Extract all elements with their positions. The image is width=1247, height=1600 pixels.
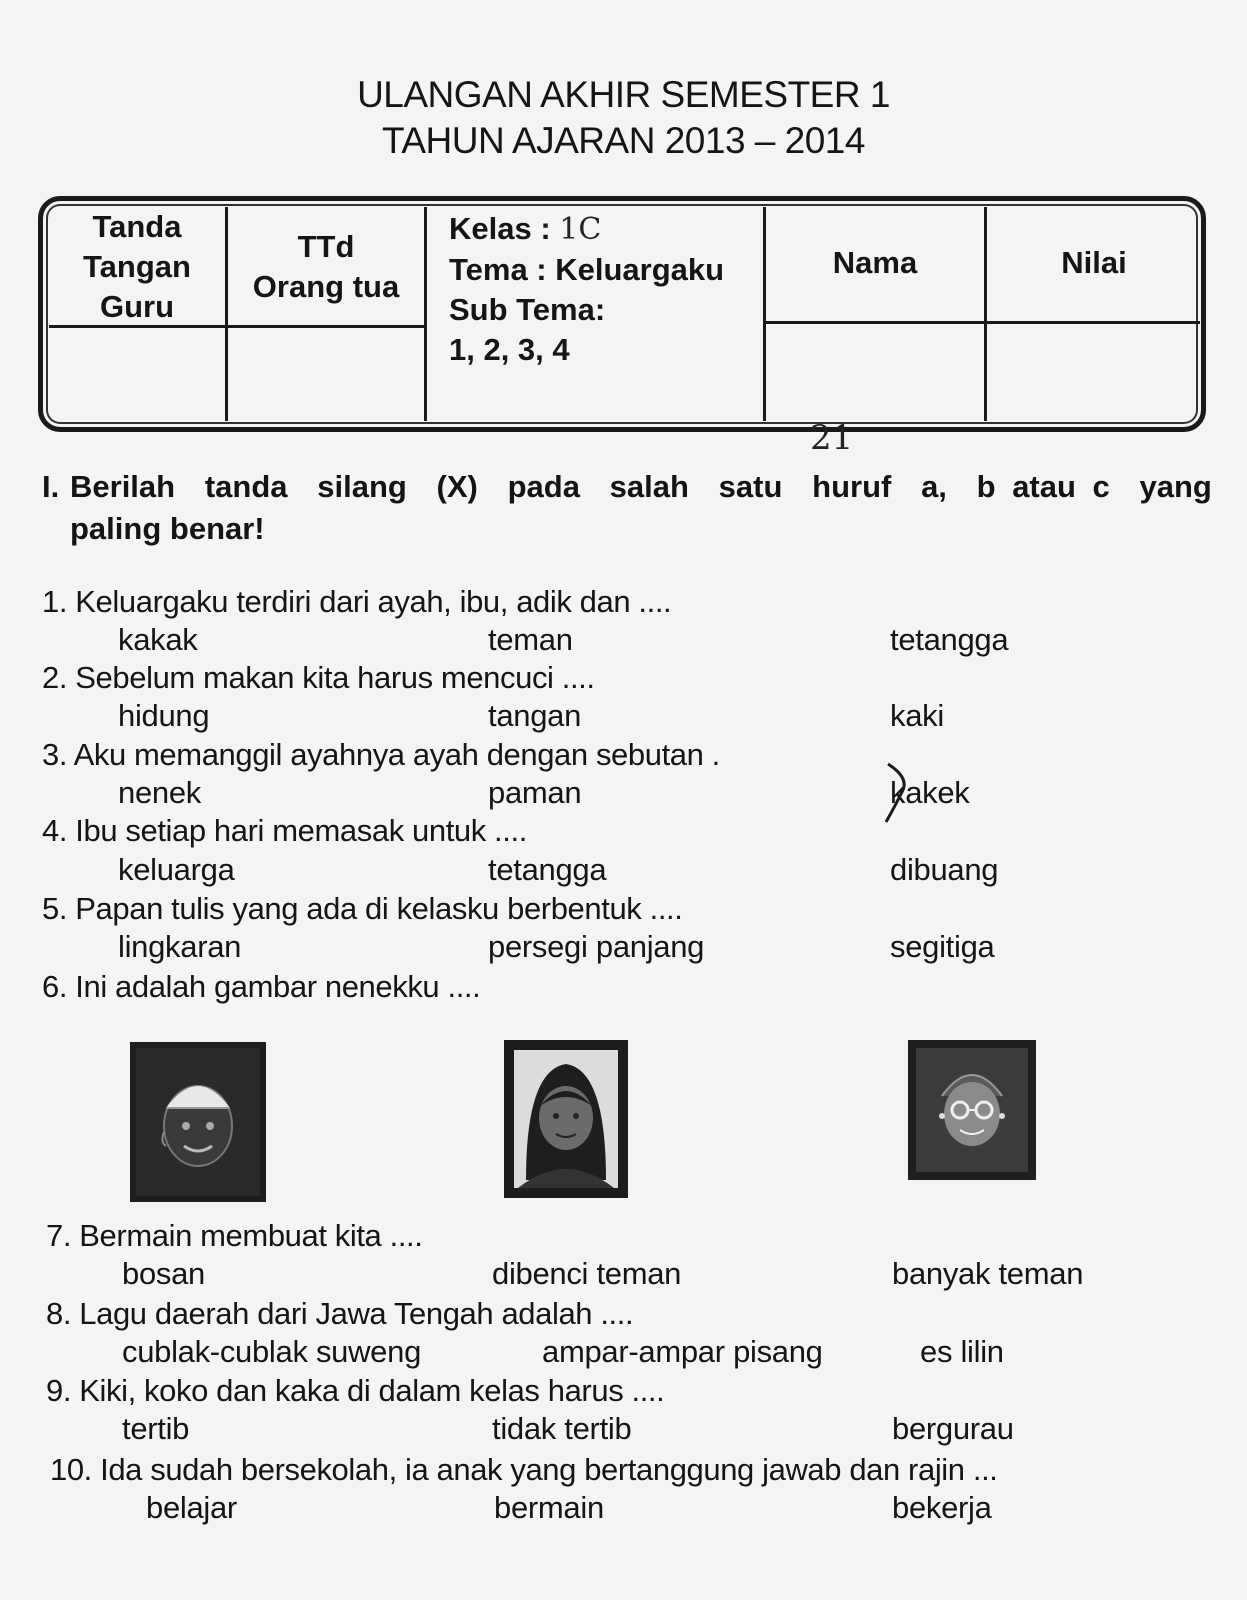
answer-mark-icon: [880, 760, 920, 826]
section-instruction: I. Berilah tanda silang (X) pada salah satu huruf a, b atau c yang paling benar!: [42, 469, 1212, 546]
option-8c[interactable]: es lilin: [920, 1334, 1004, 1369]
question-2: 2. Sebelum makan kita harus mencuci ....: [42, 660, 595, 695]
question-4: 4. Ibu setiap hari memasak untuk ....: [42, 813, 527, 848]
option-9c[interactable]: bergurau: [892, 1411, 1014, 1446]
info-table: [38, 196, 1206, 432]
option-7c[interactable]: banyak teman: [892, 1256, 1084, 1291]
option-3b[interactable]: paman: [488, 775, 582, 810]
name-header: Nama: [832, 245, 918, 280]
option-1b[interactable]: teman: [488, 622, 573, 657]
young-woman-portrait-icon[interactable]: [504, 1040, 628, 1198]
option-3a[interactable]: nenek: [118, 775, 201, 810]
option-2b[interactable]: tangan: [488, 698, 582, 733]
question-3: 3. Aku memanggil ayahnya ayah dengan sebutan .: [42, 737, 720, 772]
option-10b[interactable]: bermain: [494, 1490, 604, 1525]
class-info: Kelas : 1C Tema : Keluargaku Sub Tema: 1, 2, 3, 4: [449, 211, 725, 367]
option-2a[interactable]: hidung: [118, 698, 210, 733]
option-2c[interactable]: kaki: [890, 698, 944, 733]
option-4b[interactable]: tetangga: [488, 852, 607, 887]
option-5b[interactable]: persegi panjang: [488, 929, 705, 964]
option-9a[interactable]: tertib: [122, 1411, 190, 1446]
option-8a[interactable]: cublak-cublak suweng: [122, 1334, 422, 1369]
question-1: 1. Keluargaku terdiri dari ayah, ibu, adik dan ....: [42, 584, 672, 619]
old-man-portrait-icon[interactable]: [130, 1042, 266, 1202]
option-3c[interactable]: kakek: [890, 775, 970, 810]
option-10c[interactable]: bekerja: [892, 1490, 992, 1525]
title-line-2: TAHUN AJARAN 2013 – 2014: [382, 120, 865, 161]
question-6: 6. Ini adalah gambar nenekku ....: [42, 969, 481, 1004]
option-7a[interactable]: bosan: [122, 1256, 205, 1291]
option-8b[interactable]: ampar-ampar pisang: [542, 1334, 823, 1369]
question-8: 8. Lagu daerah dari Jawa Tengah adalah ....: [46, 1296, 634, 1331]
grandmother-portrait-icon[interactable]: [908, 1040, 1036, 1180]
option-4c[interactable]: dibuang: [890, 852, 999, 887]
parent-signature-header: TTd Orang tua: [252, 229, 400, 304]
option-1a[interactable]: kakak: [118, 622, 198, 657]
option-7b[interactable]: dibenci teman: [492, 1256, 682, 1291]
score-header: Nilai: [1061, 245, 1127, 280]
option-4a[interactable]: keluarga: [118, 852, 235, 887]
option-1c[interactable]: tetangga: [890, 622, 1009, 657]
option-5a[interactable]: lingkaran: [118, 929, 242, 964]
name-cell[interactable]: [987, 287, 1201, 407]
teacher-signature-header: Tanda Tangan Guru: [83, 209, 191, 324]
question-7: 7. Bermain membuat kita ....: [46, 1218, 423, 1253]
option-9b[interactable]: tidak tertib: [492, 1411, 632, 1446]
question-9: 9. Kiki, koko dan kaka di dalam kelas harus ....: [46, 1373, 665, 1408]
handwritten-class: 1C: [559, 212, 602, 247]
question-10: 10. Ida sudah bersekolah, ia anak yang bertanggung jawab dan rajin ...: [50, 1452, 998, 1487]
handwritten-score: 21: [810, 418, 854, 458]
question-5: 5. Papan tulis yang ada di kelasku berbentuk ....: [42, 891, 683, 926]
title-line-1: ULANGAN AKHIR SEMESTER 1: [357, 74, 890, 115]
option-10a[interactable]: belajar: [146, 1490, 237, 1525]
option-5c[interactable]: segitiga: [890, 929, 995, 964]
